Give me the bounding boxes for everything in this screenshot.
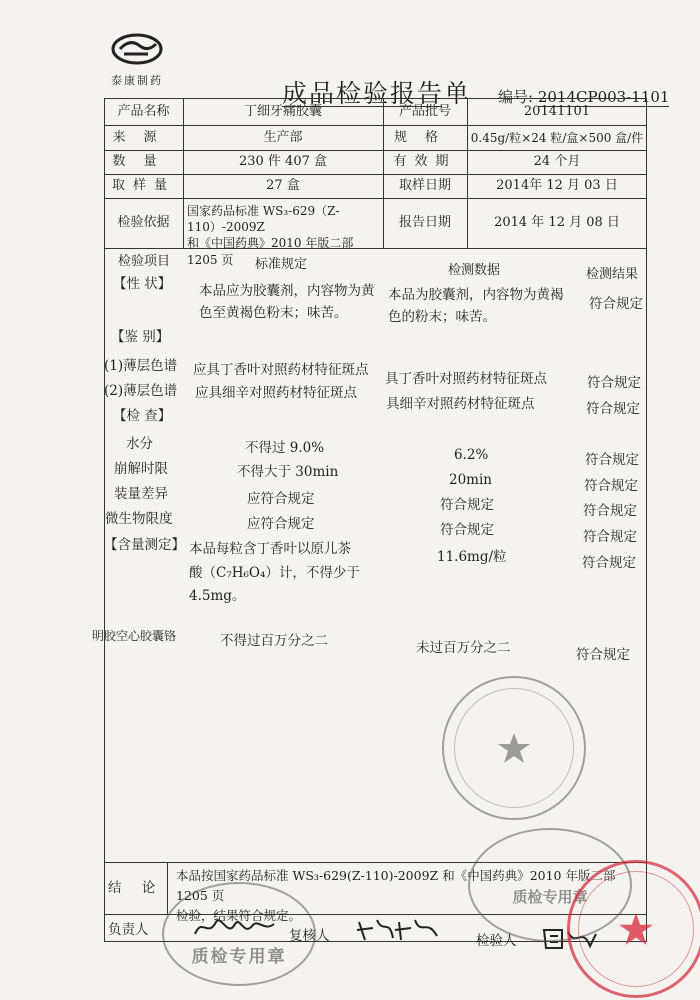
column-result: 检测结果 — [586, 267, 639, 282]
batch-label: 产品批号 — [398, 104, 451, 119]
micro-standard: 应符合规定 — [247, 516, 315, 532]
report-number-value: 2014CP003-1101 — [537, 88, 670, 106]
qc-stamp-text: 质检专用章 — [191, 947, 287, 967]
character-label: 【性 状】 — [113, 276, 172, 292]
conclusion-line: 检验，结果符合规定。 — [176, 908, 302, 923]
assay-data: 11.6mg/粒 — [437, 549, 507, 565]
quantity-value: 230 件 407 盒 — [238, 154, 328, 169]
sample-date-value: 2014年 12 月 03 日 — [496, 178, 618, 193]
moisture-result: 符合规定 — [585, 452, 639, 468]
qc-stamp — [162, 882, 316, 986]
sample-date-label: 取样日期 — [398, 178, 451, 193]
tlc2-standard: 应具细辛对照药材特征斑点 — [195, 385, 357, 401]
tlc1-standard: 应具丁香叶对照药材特征斑点 — [193, 362, 369, 378]
weight-label: 装量差异 — [114, 486, 168, 502]
tlc2-result: 符合规定 — [586, 401, 640, 417]
basis-label: 检验依据 — [117, 215, 170, 230]
sample-label: 取样量 — [111, 178, 175, 193]
assay-standard — [189, 538, 360, 609]
tlc2-label: (2)薄层色谱 — [104, 383, 178, 399]
identification-label: 【鉴 别】 — [111, 329, 170, 345]
micro-result: 符合规定 — [583, 529, 637, 545]
report-number-label: 编号: — [498, 88, 534, 106]
table-rule — [104, 174, 647, 175]
company-logo-icon — [110, 32, 164, 66]
report-date-label: 报告日期 — [398, 215, 451, 230]
conclusion-line: 本品按国家药品标准 WS₃-629(Z-110)-2009Z 和《中国药典》2010 年版二部 1205 页 — [176, 868, 616, 903]
moisture-standard: 不得过 9.0% — [245, 440, 325, 456]
inspector-label: 检验人 — [476, 933, 517, 949]
company-seal — [442, 676, 586, 820]
column-data: 检测数据 — [448, 263, 501, 278]
capsule-data: 未过百万分之二 — [416, 640, 511, 656]
character-result: 符合规定 — [589, 296, 643, 312]
table-rule — [104, 150, 647, 151]
reviewer-signature — [355, 914, 441, 948]
responsible-label: 负责人 — [108, 922, 149, 938]
check-label: 【检 查】 — [113, 408, 172, 424]
validity-label: 有效期 — [393, 154, 457, 169]
weight-data: 符合规定 — [440, 497, 494, 513]
product-name-value: 丁细牙痛胶囊 — [243, 104, 322, 119]
moisture-data: 6.2% — [454, 447, 489, 463]
character-data-line: 本品为胶囊剂，内容物为黄褐 — [388, 287, 564, 303]
sample-value: 27 盒 — [266, 178, 300, 193]
assay-result: 符合规定 — [582, 555, 636, 571]
table-rule — [104, 198, 647, 199]
micro-data: 符合规定 — [440, 522, 494, 538]
character-standard-line: 色至黄褐色粉末；味苦。 — [199, 304, 348, 321]
report-title: 成品检验报告单 — [282, 79, 472, 108]
assay-standard-line: 本品每粒含丁香叶以原儿茶 — [189, 541, 351, 557]
spec-value: 0.45g/粒×24 粒/盒×500 盒/件 — [470, 131, 644, 145]
source-label: 来源 — [112, 130, 175, 145]
assay-standard-line: 4.5mg。 — [189, 588, 246, 605]
tlc2-data: 具细辛对照药材特征斑点 — [386, 396, 535, 412]
character-standard — [199, 281, 375, 324]
tlc1-data: 具丁香叶对照药材特征斑点 — [385, 371, 547, 387]
character-data — [388, 285, 564, 328]
report-date-value: 2014 年 12 月 08 日 — [494, 215, 620, 230]
spec-label: 规格 — [393, 130, 456, 145]
product-name-label: 产品名称 — [117, 104, 170, 119]
column-item: 检验项目 — [118, 254, 171, 269]
character-data-line: 色的粉末；味苦。 — [388, 308, 496, 325]
table-rule — [167, 862, 168, 914]
company-name: 泰康制药 — [111, 74, 163, 87]
handwritten-signature-icon — [355, 914, 441, 944]
character-standard-line: 本品应为胶囊剂，内容物为黄 — [199, 283, 375, 299]
disintegration-label: 崩解时限 — [114, 461, 168, 477]
tlc1-label: (1)薄层色谱 — [104, 358, 178, 374]
weight-standard: 应符合规定 — [247, 491, 315, 507]
assay-label: 【含量测定】 — [104, 537, 185, 553]
company-oval-seal-text: 质检专用章 — [512, 888, 588, 906]
column-standard: 标准规定 — [255, 257, 308, 272]
basis-line-1: 国家药品标准 WS₃-629（Z-110）-2009Z — [187, 204, 340, 235]
company-logo — [106, 32, 176, 88]
disintegration-data: 20min — [449, 472, 492, 488]
weight-result: 符合规定 — [583, 503, 637, 519]
moisture-label: 水分 — [126, 436, 153, 452]
disintegration-standard: 不得大于 30min — [237, 464, 339, 480]
batch-value: 20141101 — [523, 104, 591, 119]
basis-line-2: 和《中国药典》2010 年版二部 1205 页 — [187, 236, 354, 267]
red-company-seal — [567, 860, 700, 998]
quantity-label: 数量 — [112, 154, 175, 169]
disintegration-result: 符合规定 — [584, 478, 638, 494]
assay-standard-line: 酸（C₇H₆O₄）计，不得少于 — [189, 564, 360, 581]
source-value: 生产部 — [263, 130, 303, 145]
reviewer-label: 复核人 — [289, 928, 330, 944]
table-rule — [104, 125, 647, 126]
capsule-standard: 不得过百万分之二 — [220, 633, 328, 649]
conclusion-label: 结 论 — [108, 880, 164, 896]
validity-value: 24 个月 — [533, 154, 581, 169]
capsule-result: 符合规定 — [576, 647, 630, 663]
tlc1-result: 符合规定 — [587, 375, 641, 391]
micro-label: 微生物限度 — [105, 511, 173, 527]
capsule-label: 明胶空心胶囊铬 — [92, 629, 177, 643]
